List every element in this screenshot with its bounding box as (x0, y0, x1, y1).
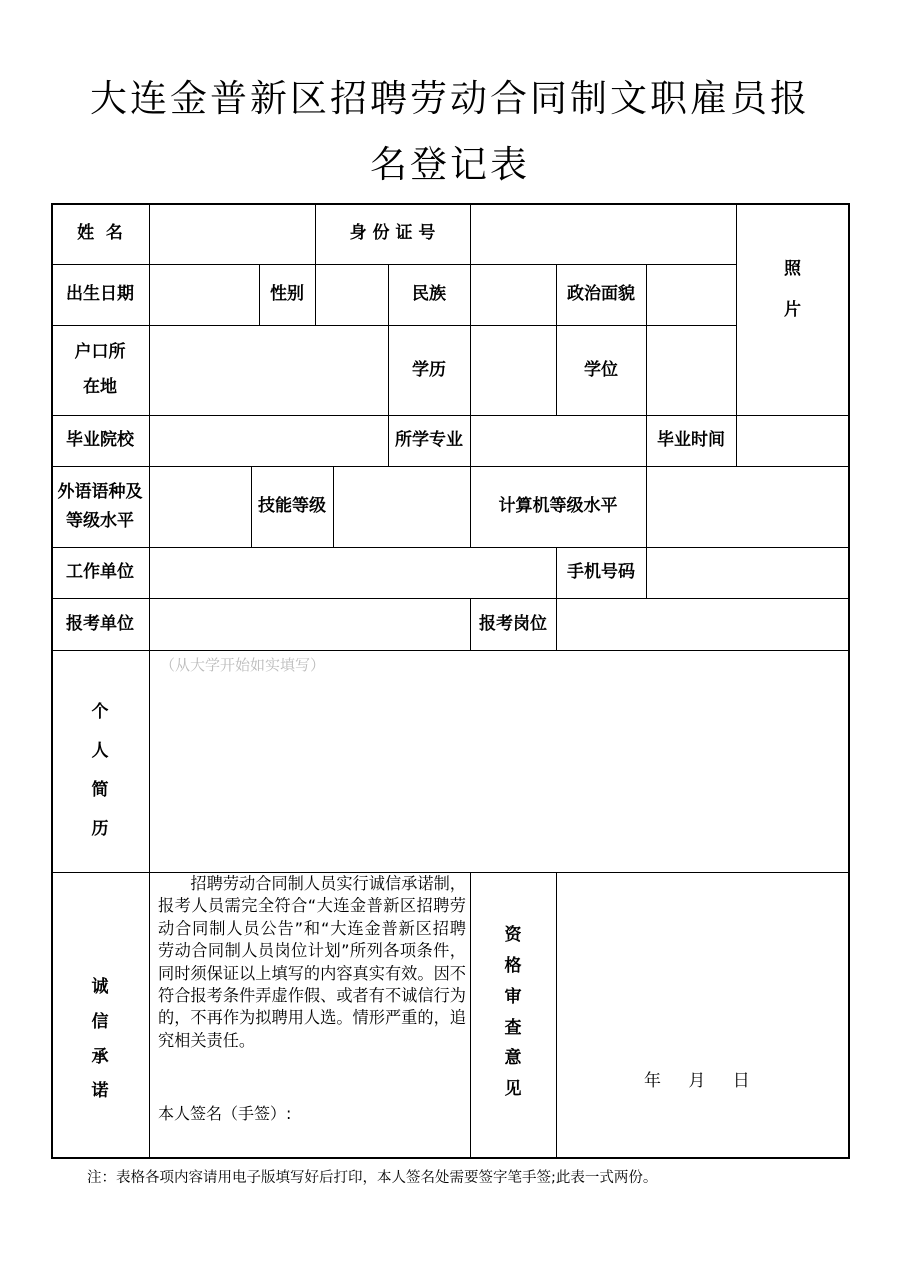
review-label-char-5: 意 (504, 1048, 522, 1069)
id-number-field[interactable] (471, 204, 735, 263)
integrity-label-char-1: 诚 (91, 976, 109, 997)
resume-label-char-4: 历 (91, 818, 109, 839)
household-label (51, 325, 149, 415)
integrity-label-char-4: 诺 (91, 1081, 109, 1102)
language-label (51, 466, 149, 547)
skill-level-field[interactable] (334, 467, 469, 546)
phone-label: 手机号码 (567, 562, 635, 583)
apply-post-field[interactable] (557, 599, 848, 649)
integrity-label-char-2: 信 (91, 1011, 109, 1032)
school-field[interactable] (150, 416, 387, 465)
integrity-label-char-3: 承 (91, 1046, 109, 1067)
review-label-char-3: 审 (504, 986, 522, 1007)
computer-level-field[interactable] (647, 467, 848, 546)
work-unit-label: 工作单位 (66, 562, 134, 583)
photo-area[interactable] (737, 204, 848, 415)
name-field[interactable] (150, 204, 314, 263)
gender-label: 性别 (270, 284, 304, 305)
review-label-char-4: 查 (504, 1017, 522, 1038)
review-date-label: 年 月 日 (644, 1071, 750, 1091)
apply-post-label: 报考岗位 (479, 613, 547, 634)
school-label: 毕业院校 (66, 430, 134, 451)
review-label-char-2: 格 (504, 955, 522, 976)
form-title-line-1: 大连金普新区招聘劳动合同制文职雇员报 (90, 77, 810, 120)
id-number-label: 身 份 证 号 (349, 223, 436, 244)
gender-field[interactable] (316, 265, 387, 324)
degree-label: 学位 (584, 359, 618, 380)
language-label-line-1: 外语语种及 (57, 481, 143, 502)
review-label-char-1: 资 (504, 924, 522, 945)
birth-date-field[interactable] (150, 265, 258, 324)
political-status-label: 政治面貌 (567, 284, 635, 305)
form-title-line-2: 名登记表 (370, 143, 530, 186)
phone-field[interactable] (647, 548, 848, 597)
language-field[interactable] (150, 467, 250, 546)
degree-field[interactable] (647, 326, 735, 414)
major-field[interactable] (471, 416, 645, 465)
language-label-line-2: 等级水平 (66, 510, 134, 531)
resume-hint: （从大学开始如实填写） (160, 656, 326, 674)
resume-label-char-1: 个 (91, 702, 109, 723)
major-label: 所学专业 (395, 430, 463, 451)
name-label: 姓 名 (77, 223, 123, 244)
signature-label: 本人签名（手签）: (158, 1104, 292, 1123)
resume-label (51, 650, 149, 872)
resume-label-char-2: 人 (91, 741, 109, 762)
photo-label-char-2: 片 (784, 299, 801, 320)
household-label-line-1: 户口所 (74, 342, 126, 363)
footnote: 注：表格各项内容请用电子版填写好后打印，本人签名处需要签字笔手签;此表一式两份。 (87, 1170, 658, 1186)
household-label-line-2: 在地 (83, 377, 117, 397)
political-status-field[interactable] (647, 265, 735, 324)
review-field[interactable] (557, 873, 848, 1157)
household-field[interactable] (150, 326, 387, 414)
review-label-char-6: 见 (504, 1079, 522, 1100)
ethnicity-field[interactable] (471, 265, 555, 324)
skill-level-label: 技能等级 (258, 496, 326, 517)
birth-date-label: 出生日期 (66, 284, 134, 305)
photo-label-char-1: 照 (784, 258, 801, 279)
integrity-label (51, 872, 149, 1159)
education-label: 学历 (412, 359, 446, 380)
work-unit-field[interactable] (150, 548, 555, 597)
pledge-text: 招聘劳动合同制人员实行诚信承诺制，报考人员需完全符合“大连金普新区招聘劳动合同制人员公告”和“大连金普新区招聘劳动合同制人员岗位计划”所列各项条件，同时须保证以上填写的内容真实有效。因不符合报考条件弄虚作假、或者有不诚信行为的，不再作为拟聘用人选。情形严重的，追究相关责任。 (158, 874, 466, 1050)
grad-time-field[interactable] (737, 416, 848, 465)
computer-level-label: 计算机等级水平 (498, 496, 618, 517)
apply-unit-field[interactable] (150, 599, 469, 649)
ethnicity-label: 民族 (412, 284, 446, 305)
review-label (470, 872, 556, 1159)
apply-unit-label: 报考单位 (66, 613, 134, 634)
resume-field[interactable] (150, 651, 848, 871)
education-field[interactable] (471, 326, 555, 414)
resume-label-char-3: 简 (91, 780, 109, 800)
grad-time-label: 毕业时间 (657, 430, 725, 451)
